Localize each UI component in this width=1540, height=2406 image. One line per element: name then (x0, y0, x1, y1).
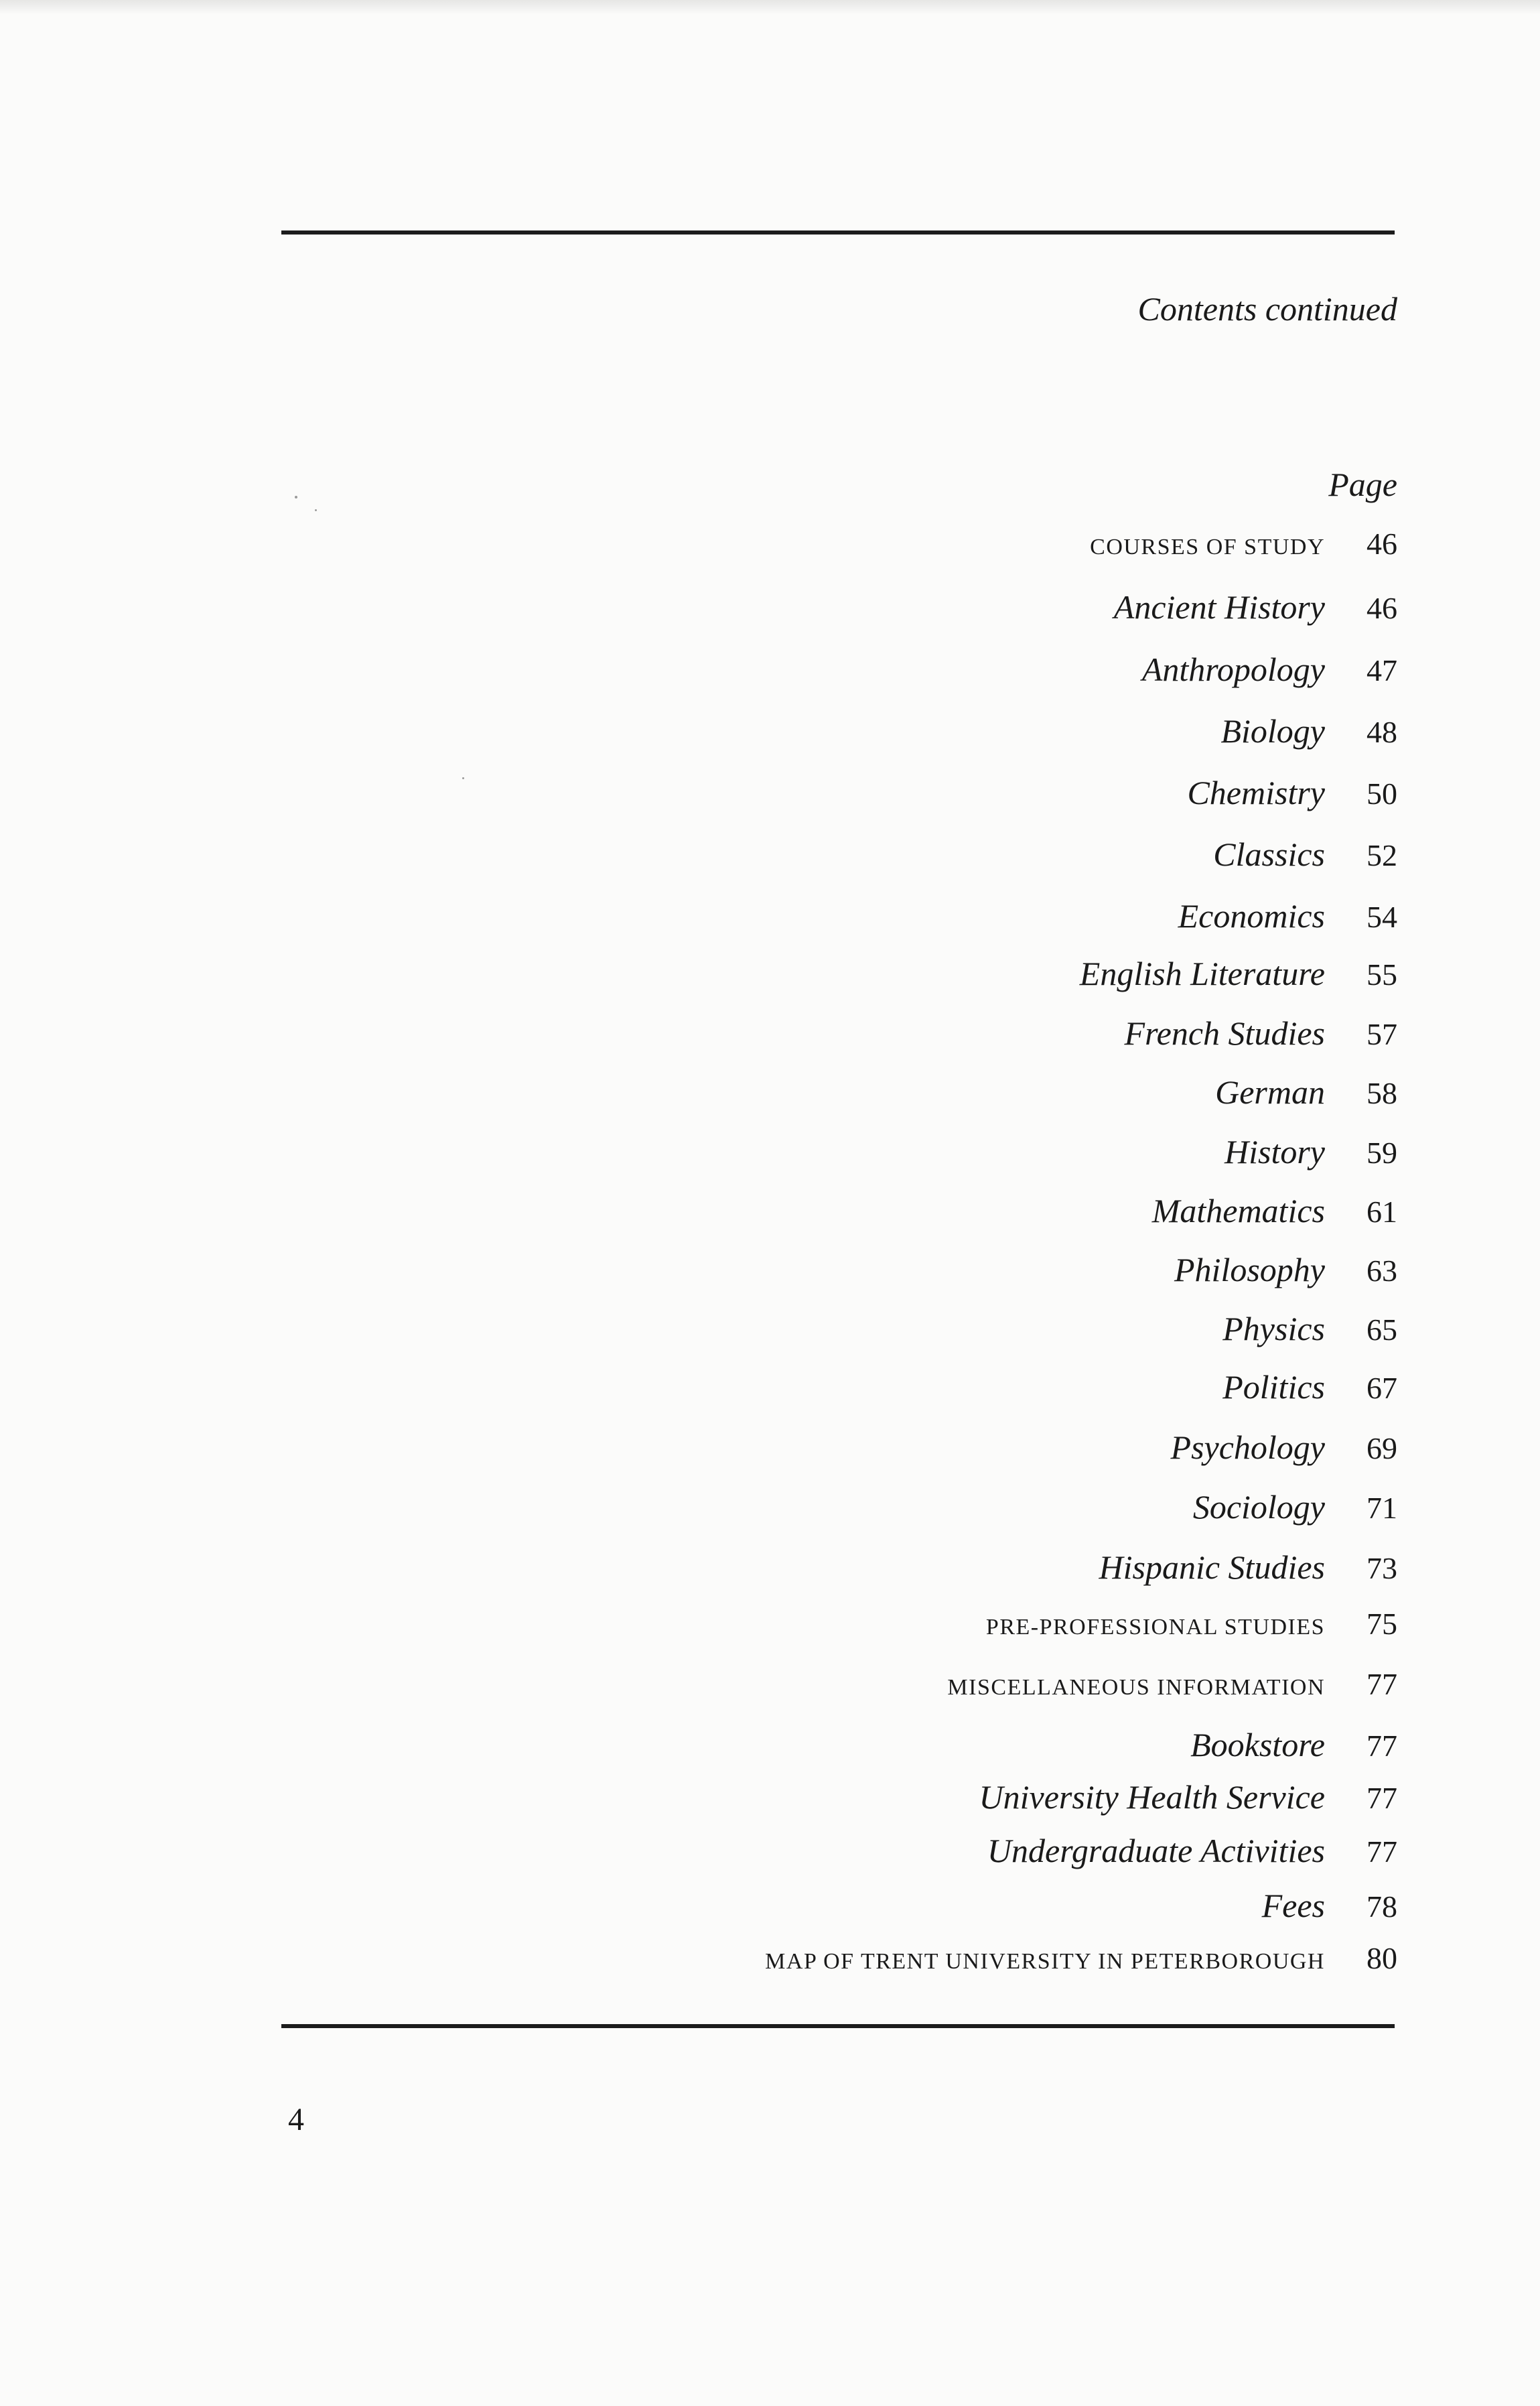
toc-entry-title: Undergraduate Activities (987, 1832, 1325, 1869)
toc-entry (1193, 1487, 1397, 1526)
toc-entry (1099, 1548, 1397, 1587)
toc-entry (1213, 835, 1397, 874)
toc-entry (1174, 1250, 1397, 1289)
toc-entry-page: 71 (1367, 1491, 1397, 1525)
toc-entry-title: French Studies (1124, 1014, 1325, 1052)
toc-entry (1187, 773, 1397, 812)
toc-entry-page: 54 (1367, 900, 1397, 934)
toc-entry-page: 61 (1367, 1195, 1397, 1229)
scan-speck (295, 496, 297, 498)
toc-entry-page: 47 (1367, 653, 1397, 687)
bottom-rule (281, 2024, 1395, 2028)
toc-entry-page: 57 (1367, 1017, 1397, 1051)
toc-entry (1114, 588, 1397, 626)
toc-entry (1090, 526, 1397, 561)
toc-entry-page: 77 (1367, 1834, 1397, 1869)
toc-entry-title: COURSES OF STUDY (1090, 535, 1325, 559)
toc-entry (1215, 1073, 1397, 1112)
toc-entry-title: Chemistry (1187, 774, 1325, 811)
toc-entry-page: 67 (1367, 1371, 1397, 1405)
toc-entry (947, 1666, 1397, 1702)
toc-entry-page: 65 (1367, 1313, 1397, 1347)
toc-entry-title: Classics (1213, 836, 1325, 873)
toc-entry-title: English Literature (1079, 955, 1325, 992)
toc-entry-title: Hispanic Studies (1099, 1548, 1325, 1586)
toc-entry-page: 69 (1367, 1431, 1397, 1465)
toc-entry (1224, 1132, 1397, 1171)
toc-entry-page: 46 (1367, 527, 1397, 561)
toc-entry-page: 50 (1367, 777, 1397, 811)
toc-entry-page: 48 (1367, 715, 1397, 749)
toc-entry-title: German (1215, 1073, 1325, 1111)
toc-entry-page: 63 (1367, 1254, 1397, 1288)
toc-entry-title: Politics (1222, 1368, 1325, 1406)
toc-entry-title: Bookstore (1190, 1726, 1325, 1763)
toc-entry (1262, 1886, 1397, 1925)
toc-entry-title: Economics (1178, 897, 1325, 935)
toc-entry-title: Sociology (1192, 1488, 1325, 1526)
toc-entry-title: Philosophy (1174, 1251, 1325, 1288)
toc-entry-page: 55 (1367, 957, 1397, 992)
toc-entry (1220, 712, 1397, 750)
toc-entry-title: Physics (1222, 1310, 1325, 1347)
toc-entry (1125, 1014, 1397, 1053)
scan-speck (462, 777, 464, 779)
toc-entry-title: PRE-PROFESSIONAL STUDIES (985, 1615, 1325, 1640)
toc-entry-title: Anthropology (1141, 651, 1325, 688)
toc-entry-title: Mathematics (1151, 1192, 1325, 1229)
toc-entry (987, 1831, 1397, 1870)
page-number: 4 (288, 2102, 304, 2137)
toc-entry (765, 1940, 1397, 1976)
page-column-label: Page (1328, 466, 1397, 503)
toc-entry-page: 77 (1367, 1729, 1397, 1763)
toc-entry (1152, 1191, 1397, 1230)
toc-entry-page: 52 (1367, 838, 1397, 872)
toc-entry-title: Psychology (1170, 1428, 1325, 1466)
toc-entry-page: 46 (1367, 591, 1397, 625)
toc-entry-page: 78 (1367, 1889, 1397, 1924)
toc-entry (1190, 1725, 1397, 1764)
toc-entry-page: 59 (1367, 1136, 1397, 1170)
toc-entry-title: Fees (1261, 1887, 1325, 1924)
toc-entry-title: Biology (1220, 712, 1325, 750)
toc-entry-page: 77 (1367, 1667, 1397, 1701)
toc-entry (1178, 896, 1397, 935)
toc-entry (1080, 954, 1397, 993)
toc-entry-page: 75 (1367, 1607, 1397, 1641)
running-head: Contents continued (1137, 290, 1397, 328)
toc-entry-page: 77 (1367, 1781, 1397, 1815)
toc-entry-title: MAP OF TRENT UNIVERSITY IN PETERBOROUGH (765, 1949, 1325, 1974)
toc-entry (1222, 1309, 1397, 1348)
toc-entry (1171, 1428, 1397, 1467)
toc-entry (986, 1606, 1397, 1642)
toc-entry-title: History (1224, 1133, 1325, 1171)
toc-entry-title: Ancient History (1113, 588, 1325, 626)
toc-entry (1222, 1367, 1397, 1406)
toc-entry-page: 58 (1367, 1076, 1397, 1110)
toc-entry-page: 73 (1367, 1551, 1397, 1585)
scan-speck (315, 509, 317, 511)
toc-entry (1142, 650, 1397, 689)
toc-entry (979, 1778, 1397, 1816)
toc-entry-title: MISCELLANEOUS INFORMATION (947, 1675, 1325, 1700)
toc-entry-title: University Health Service (979, 1778, 1325, 1816)
toc-entry-page: 80 (1367, 1941, 1397, 1975)
